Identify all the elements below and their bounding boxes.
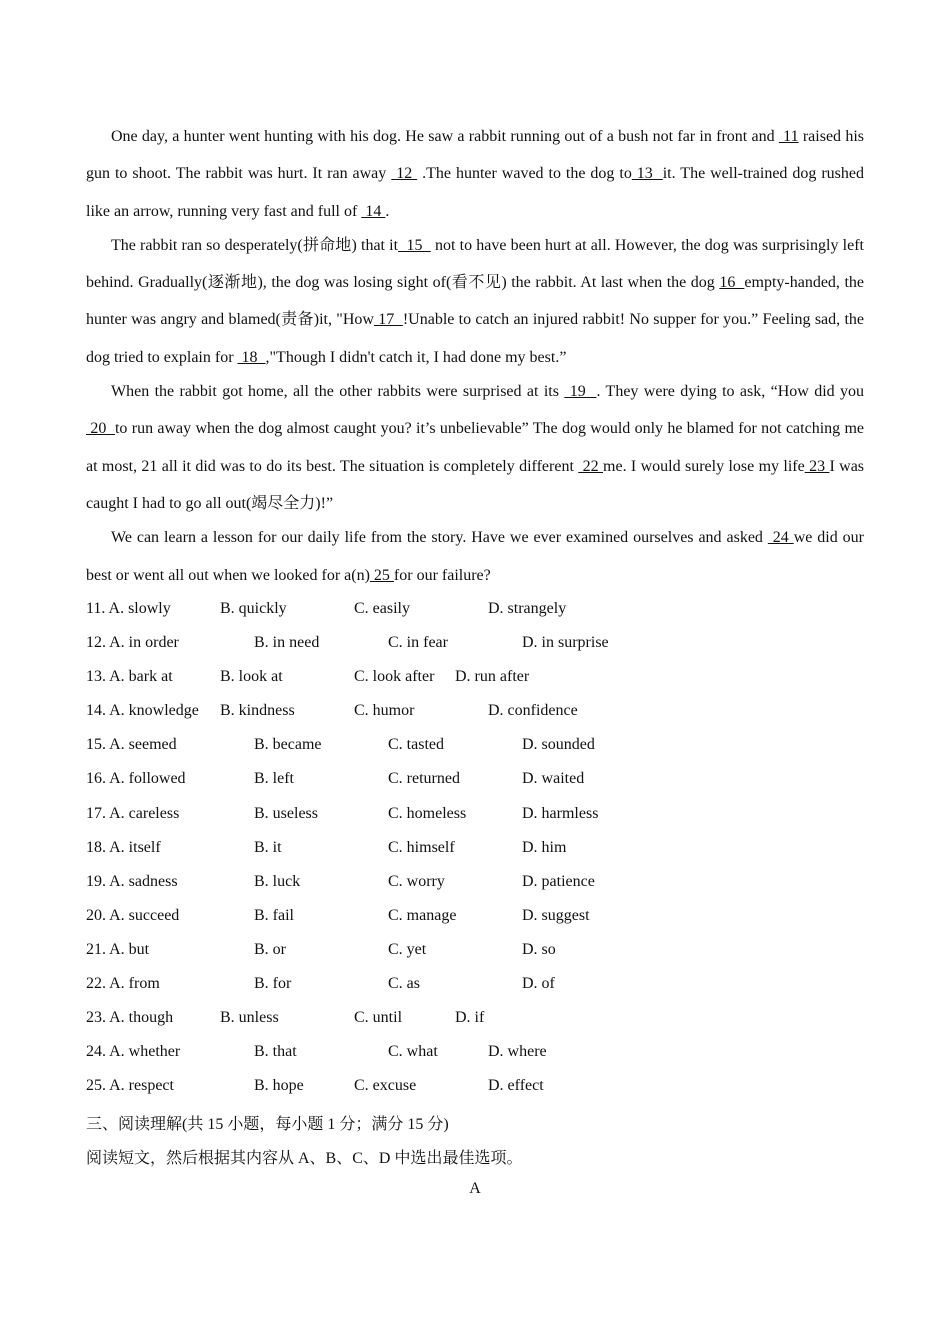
question-options-row — [86, 597, 864, 631]
passage-text: for our failure? — [393, 566, 491, 584]
option-a: 23. A. though — [86, 1009, 174, 1027]
question-options-row — [86, 972, 864, 1006]
passage-text: me. I would surely lose my life — [603, 457, 805, 475]
blank-number: 11 — [778, 128, 799, 145]
passage-text: When the rabbit got home, all the other rabbits were surprised at its — [111, 383, 565, 401]
option-c: C. returned — [388, 770, 460, 788]
option-a: 15. A. seemed — [86, 736, 177, 754]
option-c: C. excuse — [354, 1077, 417, 1095]
question-options-row — [86, 836, 864, 870]
blank-number: 25 — [369, 566, 394, 584]
blank-number: 23 — [804, 457, 830, 475]
passage-text: !Unable to catch an injured rabbit! No supper for you.” Feeling sad, the dog tried to explain for — [86, 311, 864, 366]
option-b: B. luck — [254, 872, 301, 890]
option-d: D. where — [488, 1043, 547, 1061]
option-a: 16. A. followed — [86, 770, 186, 788]
option-a: 22. A. from — [86, 975, 160, 993]
blank-number: 18 — [237, 348, 266, 366]
question-options-row — [86, 1074, 864, 1108]
passage-text: . They were dying to ask, “How did you — [596, 383, 865, 401]
passage-text: .The hunter waved to the dog to — [417, 165, 632, 183]
option-c: C. yet — [388, 940, 427, 958]
passage-text: We can learn a lesson for our daily life from the story. Have we ever examined ourselves and asked — [111, 529, 768, 547]
option-c: C. in fear — [388, 634, 448, 652]
passage-text: I was caught I had to go all out(竭尽全力)!” — [86, 457, 865, 512]
option-c: C. what — [388, 1043, 438, 1061]
option-b: B. quickly — [220, 600, 287, 617]
option-c: C. worry — [388, 872, 445, 890]
passage-text: raised his gun to shoot. The rabbit was hurt. It ran away — [86, 128, 865, 183]
option-b: B. it — [254, 838, 282, 856]
option-d: D. effect — [488, 1077, 544, 1095]
blank-number: 12 — [391, 165, 418, 183]
blank-number: 20 — [86, 420, 115, 438]
option-b: B. kindness — [220, 702, 295, 720]
option-b: B. useless — [254, 804, 318, 822]
question-options-row — [86, 733, 864, 767]
option-b: B. became — [254, 736, 322, 754]
option-c: C. himself — [388, 838, 455, 856]
option-b: B. left — [254, 770, 294, 788]
option-a: 21. A. but — [86, 940, 150, 958]
option-b: B. or — [254, 940, 286, 958]
option-c: C. humor — [354, 702, 415, 720]
option-d: D. sounded — [522, 736, 595, 754]
question-options-row — [86, 699, 864, 733]
passage-text: . — [385, 202, 390, 220]
option-a: 13. A. bark at — [86, 668, 173, 686]
option-c: C. homeless — [388, 804, 467, 822]
option-a: 14. A. knowledge — [86, 702, 199, 720]
passage-text: to run away when the dog almost caught you? it’s unbelievable” The dog would only he blamed for not catching me at most, 21 all it did was to do its best. The situation is completely different — [86, 420, 865, 475]
option-b: B. that — [254, 1043, 297, 1061]
passage-paragraph — [86, 118, 864, 230]
option-d: D. him — [522, 838, 567, 856]
passage-text: ,"Though I didn't catch it, I had done my best.” — [265, 348, 567, 366]
option-a: 25. A. respect — [86, 1077, 174, 1095]
option-b: B. fail — [254, 906, 294, 924]
option-d: D. waited — [522, 770, 585, 788]
option-d: D. strangely — [488, 600, 567, 617]
option-a: 18. A. itself — [86, 838, 161, 856]
question-options-row — [86, 904, 864, 938]
question-options-row — [86, 767, 864, 801]
blank-number: 24 — [767, 529, 794, 547]
passage-text: One day, a hunter went hunting with his dog. He saw a rabbit running out of a bush not far in front and — [111, 128, 779, 145]
passage-text: we did our best or went all out when we looked for a(n) — [86, 529, 864, 584]
option-d: D. harmless — [522, 804, 599, 822]
option-b: B. hope — [254, 1077, 304, 1095]
blank-number: 14 — [361, 202, 386, 220]
blank-number: 13 — [631, 165, 663, 183]
blank-number: 16 — [719, 274, 745, 292]
option-c: C. until — [354, 1009, 403, 1027]
option-d: D. suggest — [522, 906, 590, 924]
option-a: 24. A. whether — [86, 1043, 181, 1061]
option-a: 17. A. careless — [86, 804, 180, 822]
option-d: D. confidence — [488, 702, 578, 720]
option-a: 11. A. slowly — [86, 600, 171, 617]
option-d: D. so — [522, 940, 556, 958]
options-list — [86, 597, 864, 1108]
option-b: B. for — [254, 975, 292, 993]
blank-number: 22 — [578, 457, 604, 475]
option-c: C. look after — [354, 668, 435, 686]
passage-text: empty-handed, the hunter was angry and blamed(责备)it, "How — [86, 274, 865, 329]
option-d: D. patience — [522, 872, 595, 890]
question-options-row — [86, 1040, 864, 1074]
passage-text: not to have been hurt at all. However, the dog was surprisingly left behind. Gradually(逐渐地), the dog was losing sight of(看不见) the rabbit. At last when the dog — [86, 236, 864, 292]
passage-paragraph — [86, 519, 864, 594]
passage-paragraph — [86, 227, 864, 376]
option-b: B. unless — [220, 1009, 279, 1027]
question-options-row — [86, 938, 864, 972]
section-heading: 三、阅读理解(共 15 小题，每小题 1 分；满分 15 分) — [86, 1116, 449, 1133]
option-d: D. in surprise — [522, 634, 609, 652]
option-a: 12. A. in order — [86, 634, 179, 652]
passage-text: The rabbit ran so desperately(拼命地) that it — [111, 236, 399, 254]
blank-number: 15 — [398, 236, 431, 254]
option-b: B. in need — [254, 634, 320, 652]
blank-number: 19 — [564, 383, 597, 401]
question-options-row — [86, 870, 864, 904]
option-c: C. tasted — [388, 736, 444, 754]
passage-paragraph — [86, 373, 864, 522]
option-a: 20. A. succeed — [86, 906, 180, 924]
option-a: 19. A. sadness — [86, 872, 178, 890]
part-label: A — [469, 1180, 481, 1197]
question-options-row — [86, 631, 864, 665]
question-options-row — [86, 1006, 864, 1040]
option-d: D. of — [522, 975, 555, 993]
option-d: D. run after — [455, 668, 530, 686]
passage-text: it. The well-trained dog rushed like an arrow, running very fast and full of — [86, 165, 865, 220]
option-c: C. as — [388, 975, 420, 993]
question-options-row — [86, 665, 864, 699]
section-instruction: 阅读短文，然后根据其内容从 A、B、C、D 中选出最佳选项。 — [86, 1150, 523, 1167]
option-c: C. manage — [388, 906, 457, 924]
option-c: C. easily — [354, 600, 410, 617]
blank-number: 17 — [373, 311, 403, 329]
cloze-passage — [86, 118, 864, 591]
option-b: B. look at — [220, 668, 283, 686]
option-d: D. if — [455, 1009, 485, 1027]
question-options-row — [86, 802, 864, 836]
